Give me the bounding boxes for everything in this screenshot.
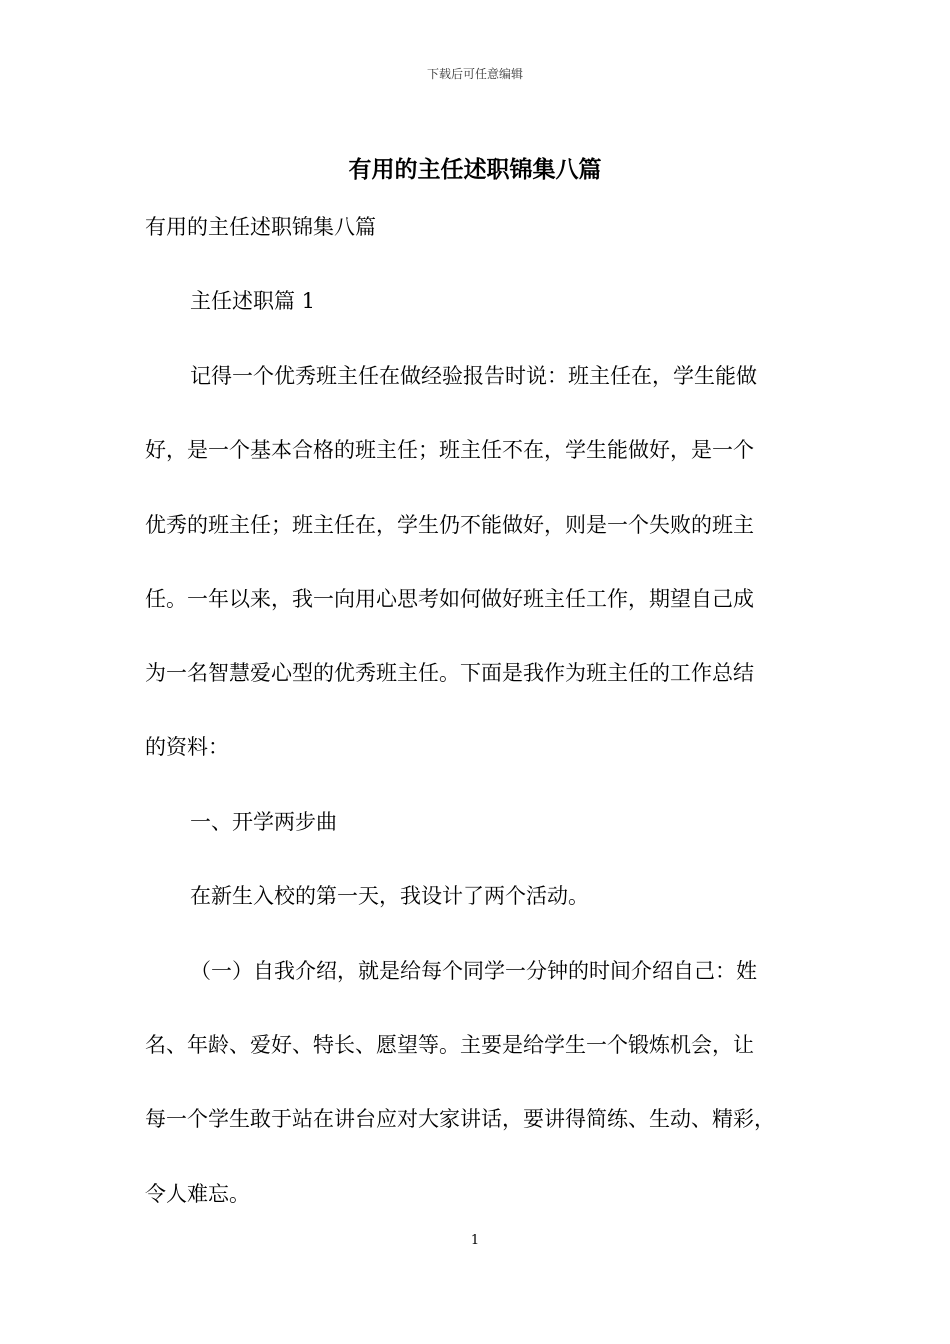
document-title: 有用的主任述职锦集八篇 [348, 156, 602, 183]
paragraph-line: 令人难忘。 [145, 1182, 250, 1206]
paragraph-line: 优秀的班主任；班主任在，学生仍不能做好，则是一个失败的班主 [145, 513, 754, 537]
paragraph-line: 好，是一个基本合格的班主任；班主任不在，学生能做好，是一个 [145, 438, 754, 462]
header-note: 下载后可任意编辑 [426, 67, 523, 81]
paragraph-line: 名、年龄、爱好、特长、愿望等。主要是给学生一个锻炼机会，让 [145, 1033, 754, 1057]
page-number: 1 [470, 1233, 480, 1248]
document-subtitle: 有用的主任述职锦集八篇 [145, 215, 376, 239]
paragraph-line: 任。一年以来，我一向用心思考如何做好班主任工作，期望自己成 [145, 587, 754, 611]
subsection-heading: 一、开学两步曲 [190, 810, 337, 834]
section-heading: 主任述职篇 1 [190, 289, 316, 313]
paragraph-line: 每一个学生敢于站在讲台应对大家讲话，要讲得简练、生动、精彩， [145, 1107, 775, 1131]
paragraph-line: （一）自我介绍，就是给每个同学一分钟的时间介绍自己：姓 [190, 959, 757, 983]
paragraph-line: 在新生入校的第一天，我设计了两个活动。 [190, 884, 589, 908]
paragraph-line: 记得一个优秀班主任在做经验报告时说：班主任在，学生能做 [190, 364, 757, 388]
paragraph-line: 为一名智慧爱心型的优秀班主任。下面是我作为班主任的工作总结 [145, 661, 754, 685]
paragraph-line: 的资料： [145, 735, 229, 759]
